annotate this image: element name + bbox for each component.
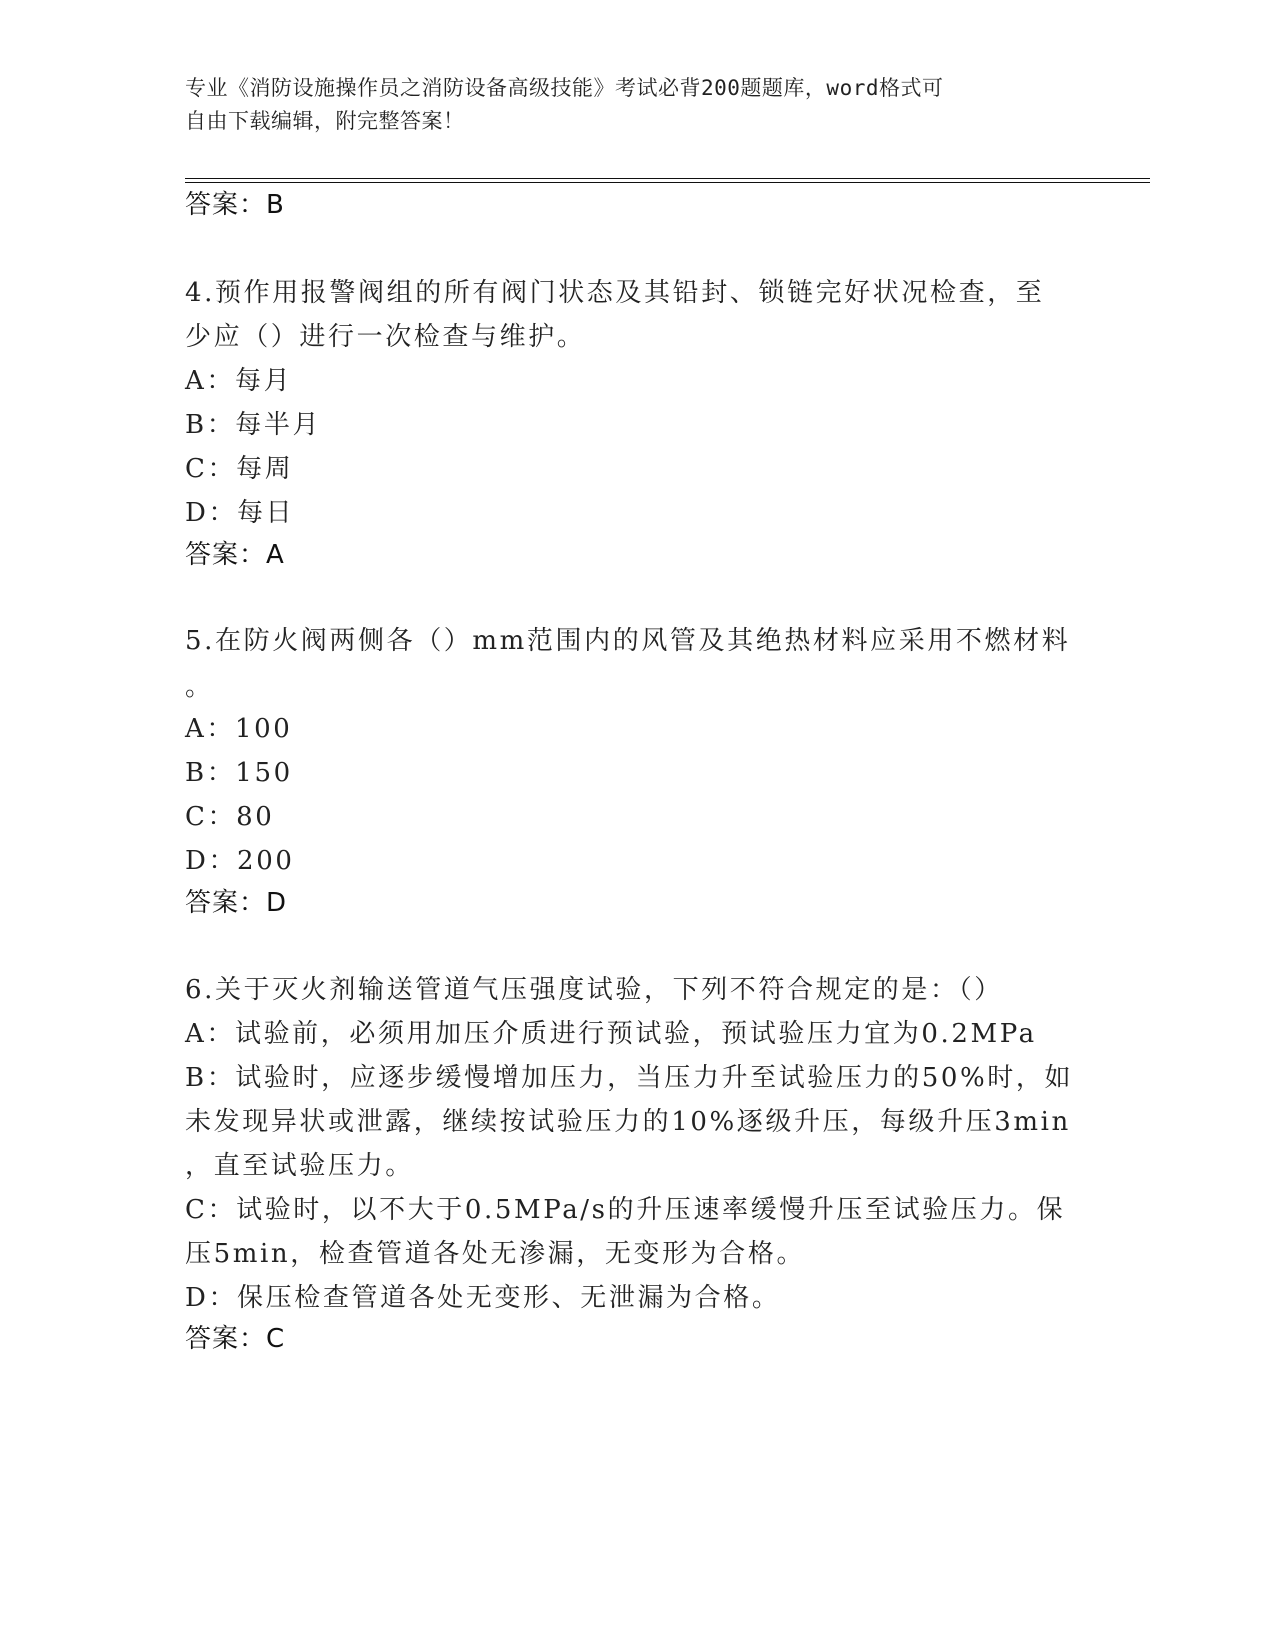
question-6-answer: 答案：C <box>185 1324 286 1354</box>
header-divider-top <box>185 178 1150 179</box>
question-4-option-d: D：每日 <box>185 498 295 528</box>
question-5-option-c: C：80 <box>185 802 275 832</box>
question-4-option-c: C：每周 <box>185 454 294 484</box>
answer-previous: 答案：B <box>185 190 285 220</box>
question-4-option-a: A：每月 <box>185 366 293 396</box>
question-5-answer: 答案：D <box>185 888 288 918</box>
question-6-option-a: A：试验前，必须用加压介质进行预试验，预试验压力宜为0.2MPa <box>185 1019 1037 1049</box>
document-header <box>185 72 1065 138</box>
question-4-stem-line-2: 少应（）进行一次检查与维护。 <box>185 322 586 352</box>
question-6-option-b-line-2: 未发现异状或泄露，继续按试验压力的10%逐级升压，每级升压3min <box>185 1107 1071 1137</box>
question-5-option-a: A：100 <box>185 714 293 744</box>
question-6-option-d: D：保压检查管道各处无变形、无泄漏为合格。 <box>185 1283 781 1313</box>
question-4-answer: 答案：A <box>185 540 285 570</box>
question-5-option-d: D：200 <box>185 846 295 876</box>
question-6-option-b-line-3: ，直至试验压力。 <box>185 1151 414 1181</box>
question-5-option-b: B：150 <box>185 758 293 788</box>
header-divider-bottom <box>185 182 1150 183</box>
question-6-option-b-line-1: B：试验时，应逐步缓慢增加压力，当压力升至试验压力的50%时，如 <box>185 1063 1074 1093</box>
question-6-option-c-line-2: 压5min，检查管道各处无渗漏，无变形为合格。 <box>185 1239 806 1269</box>
question-5-stem-line-1: 5.在防火阀两侧各（）mm范围内的风管及其绝热材料应采用不燃材料 <box>185 626 1071 656</box>
question-4-option-b: B：每半月 <box>185 410 322 440</box>
question-4-stem-line-1: 4.预作用报警阀组的所有阀门状态及其铅封、锁链完好状况检查，至 <box>185 278 1045 308</box>
header-line-1: 专业《消防设施操作员之消防设备高级技能》考试必背200题题库，word格式可 <box>185 76 944 100</box>
question-5-stem-line-2: 。 <box>185 672 214 702</box>
question-6-stem: 6.关于灭火剂输送管道气压强度试验，下列不符合规定的是：（） <box>185 975 1003 1005</box>
header-line-2: 自由下载编辑，附完整答案！ <box>185 109 465 133</box>
question-6-option-c-line-1: C：试验时，以不大于0.5MPa/s的升压速率缓慢升压至试验压力。保 <box>185 1195 1066 1225</box>
